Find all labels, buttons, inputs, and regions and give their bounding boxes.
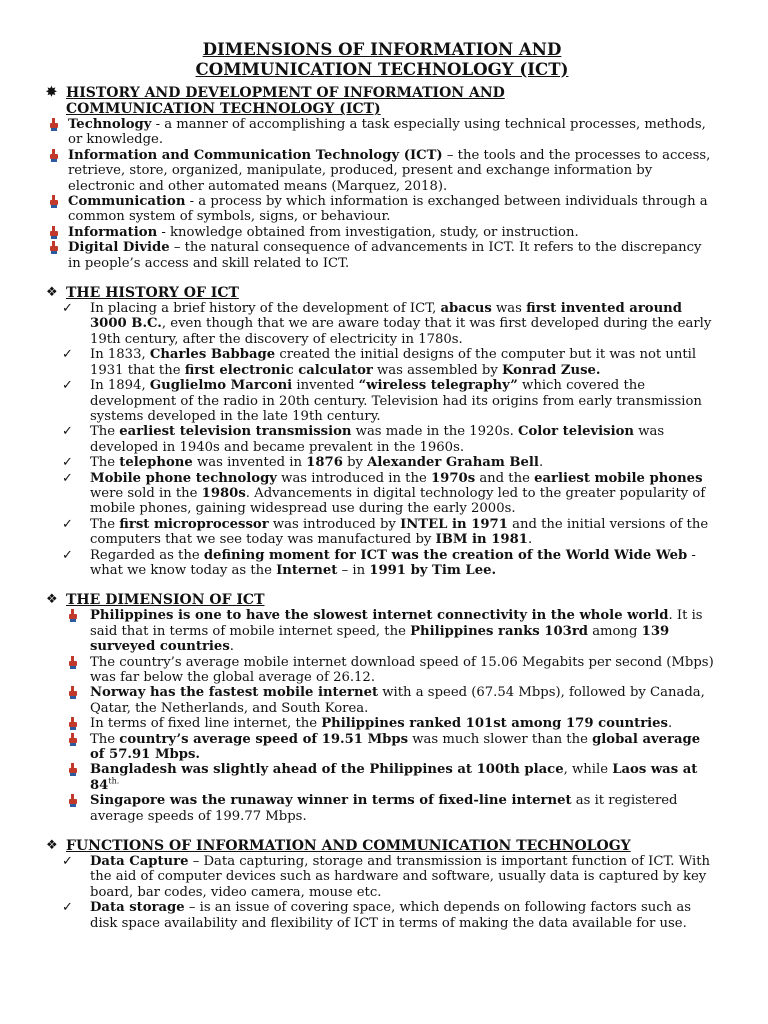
section-functions-heading <box>46 838 718 854</box>
section1-heading-line-1: HISTORY AND DEVELOPMENT OF INFORMATION AND <box>66 85 505 101</box>
diamond-bullet-icon: ❖ <box>46 592 58 608</box>
bold-text: Guglielmo Marconi <box>149 378 293 394</box>
asterisk-icon: ✸ <box>46 85 57 100</box>
list-item <box>46 685 718 716</box>
diamond-bullet-icon: ❖ <box>46 285 58 301</box>
text-run: – in <box>337 562 370 578</box>
bold-text: 1991 by Tim Lee. <box>369 562 497 578</box>
definition-term: Communication <box>68 194 186 210</box>
bold-text: Charles Babbage <box>149 347 276 363</box>
bold-text: Alexander Graham Bell <box>367 455 539 471</box>
text-run: In 1833, <box>90 347 150 363</box>
bold-text: country’s average speed of 19.51 Mbps <box>119 731 409 747</box>
text-run: – Data capturing, storage and transmission is important function of ICT. With the aid of computer devices such as hardware and software, usually data is captured by key board, bar codes, video camera, mouse etc. <box>90 854 711 900</box>
bold-text: Data storage <box>90 900 185 916</box>
list-item <box>46 471 718 517</box>
text-run: In 1894, <box>90 378 150 394</box>
list-item <box>46 655 718 686</box>
list-item <box>46 732 718 763</box>
list-item <box>46 762 718 793</box>
text-run: invented <box>292 378 359 394</box>
text-run: was introduced by <box>268 516 401 532</box>
text-run: which covered the development of the radio in 20th century. Television had its origins from early transmission systems developed in the late 19th century. <box>90 378 702 424</box>
definition-item <box>46 194 718 225</box>
text-run: – is an issue of covering space, which depends on following factors such as disk space availability and flexibility of ICT in terms of making the data available for use. <box>90 900 691 931</box>
section2-heading-text: THE HISTORY OF ICT <box>66 285 239 302</box>
history-list <box>46 301 718 578</box>
checkmark-icon: ✓ <box>62 347 73 363</box>
section1-heading-line-2: COMMUNICATION TECHNOLOGY (ICT) <box>66 101 381 117</box>
bold-text: Bangladesh was slightly ahead of the Philippines at 100th place <box>90 762 564 778</box>
pointing-hand-icon <box>47 118 61 132</box>
pointing-hand-icon <box>66 656 80 670</box>
pointing-hand-icon <box>47 241 61 255</box>
bold-text: first electronic calculator <box>184 362 373 378</box>
bold-text: telephone <box>119 455 193 471</box>
bold-text: Data Capture <box>90 854 189 870</box>
section4-heading-text: FUNCTIONS OF INFORMATION AND COMMUNICATION TECHNOLOGY <box>66 838 631 855</box>
definition-item <box>46 148 718 194</box>
list-item <box>46 608 718 654</box>
text-run: was made in the 1920s. <box>351 424 518 440</box>
bold-text: 139 surveyed countries <box>90 623 670 655</box>
checkmark-icon: ✓ <box>62 424 73 440</box>
bold-text: “wireless telegraphy” <box>358 378 518 394</box>
section-history-development-heading <box>46 85 718 117</box>
pointing-hand-icon <box>66 609 80 623</box>
definition-term: Digital Divide <box>68 240 170 256</box>
bold-text: first invented around 3000 B.C. <box>90 301 682 332</box>
bold-text: Philippines ranked 101st among 179 countries <box>321 716 668 732</box>
bold-text: defining moment for ICT was the creation of the World Wide Web <box>203 547 688 563</box>
definition-text: - knowledge obtained from investigation, study, or instruction. <box>157 224 579 240</box>
pointing-hand-icon <box>66 794 80 808</box>
list-item <box>46 900 718 931</box>
bold-text: global average of 57.91 Mbps. <box>90 731 701 763</box>
definition-item <box>46 225 718 240</box>
text-run: In placing a brief history of the development of ICT, <box>90 301 441 317</box>
pointing-hand-icon <box>47 149 61 163</box>
definition-text: – the natural consequence of advancements in ICT. It refers to the discrepancy in people’s access and skill related to ICT. <box>68 240 702 271</box>
text-run: as it registered average speeds of 199.77 Mbps. <box>90 793 678 824</box>
bold-text: 1876 <box>306 455 343 471</box>
text-run: was invented in <box>192 455 307 471</box>
text-run: created the initial designs of the computer but it was not until 1931 that the <box>90 347 697 378</box>
text-run: was developed in 1940s and became prevalent in the 1960s. <box>90 424 665 455</box>
text-run: was assembled by <box>372 362 503 378</box>
bold-text: IBM in 1981 <box>435 532 528 548</box>
pointing-hand-icon <box>47 195 61 209</box>
checkmark-icon: ✓ <box>62 900 73 916</box>
text-run: and the initial versions of the computers that we see today was manufactured by <box>90 516 709 548</box>
bold-text: Singapore was the runaway winner in terms of fixed-line internet <box>90 793 572 809</box>
text-run: and the <box>475 470 535 486</box>
list-item <box>46 301 718 347</box>
title-line-2: COMMUNICATION TECHNOLOGY (ICT) <box>195 59 569 79</box>
text-run: In terms of fixed line internet, the <box>90 716 322 732</box>
checkmark-icon: ✓ <box>62 378 73 394</box>
bold-text: first microprocessor <box>119 516 269 532</box>
checkmark-icon: ✓ <box>62 470 73 486</box>
pointing-hand-icon <box>66 686 80 700</box>
list-item <box>46 424 718 455</box>
definitions-list <box>46 117 718 271</box>
bold-text: INTEL in 1971 <box>400 516 508 532</box>
text-run: The country’s average mobile internet download speed of 15.06 Megabits per second (Mbps) was far below the global average of 26.12. <box>90 654 714 685</box>
title-line-1: DIMENSIONS OF INFORMATION AND <box>202 39 562 59</box>
checkmark-icon: ✓ <box>62 547 73 563</box>
text-run: The <box>90 731 120 747</box>
pointing-hand-icon <box>66 717 80 731</box>
definition-text: – the tools and the processes to access, retrieve, store, organized, manipulate, produced, present and exchange information by electronic and other automated means (Marquez, 2018). <box>68 147 711 194</box>
pointing-hand-icon <box>66 763 80 777</box>
bold-text: Color television <box>517 424 634 440</box>
document-title <box>46 39 718 79</box>
list-item <box>46 455 718 470</box>
definition-item <box>46 240 718 271</box>
section-history-heading <box>46 285 718 301</box>
bold-text: Laos was at 84 <box>90 762 698 793</box>
checkmark-icon: ✓ <box>62 301 73 317</box>
list-item <box>46 378 718 424</box>
list-item <box>46 716 718 731</box>
text-run: . <box>538 455 544 471</box>
bold-text: Philippines is one to have the slowest internet connectivity in the whole world <box>90 608 669 624</box>
text-run: by <box>342 455 368 471</box>
text-run: th. <box>108 776 120 786</box>
checkmark-icon: ✓ <box>62 455 73 471</box>
section-dimension-heading <box>46 592 718 608</box>
list-item <box>46 548 718 579</box>
text-run: . It is said that in terms of mobile internet speed, the <box>90 608 703 639</box>
definition-term: Technology <box>68 117 152 132</box>
text-run: were sold in the <box>90 485 202 501</box>
text-run: - what we know today as the <box>90 547 696 578</box>
text-run: The <box>90 424 120 440</box>
dimension-list <box>46 608 718 824</box>
definition-term: Information <box>68 224 158 240</box>
list-item <box>46 854 718 900</box>
list-item <box>46 793 718 824</box>
text-run: . <box>229 639 234 655</box>
bold-text: earliest television transmission <box>119 424 352 440</box>
bold-text: 1980s <box>201 485 246 501</box>
text-run: . <box>667 716 673 732</box>
definition-text: - a manner of accomplishing a task especially using technical processes, methods, or knowledge. <box>68 117 706 148</box>
functions-list <box>46 854 718 931</box>
pointing-hand-icon <box>66 733 80 747</box>
section3-heading-text: THE DIMENSION OF ICT <box>66 592 265 609</box>
text-run: was introduced in the <box>276 470 431 486</box>
text-run: . Advancements in digital technology led to the greater popularity of mobile phones, gaining widespread use during the early 2000s. <box>90 485 706 517</box>
bold-text: Internet <box>276 562 338 578</box>
text-run: The <box>90 455 120 471</box>
bold-text: Konrad Zuse. <box>502 362 601 378</box>
bold-text: abacus <box>440 301 492 317</box>
text-run: , while <box>563 762 613 778</box>
list-item <box>46 517 718 548</box>
diamond-bullet-icon: ❖ <box>46 838 58 854</box>
bold-text: 1970s <box>430 470 476 486</box>
bold-text: Mobile phone technology <box>90 470 277 486</box>
text-run: among <box>588 623 642 639</box>
bold-text: earliest mobile phones <box>534 470 703 486</box>
text-run: , even though that we are aware today that it was first developed during the early 19th century, after the discovery of electricity in 1780s. <box>90 316 712 347</box>
list-item <box>46 347 718 378</box>
definition-item <box>46 117 718 148</box>
bold-text: Norway has the fastest mobile internet <box>90 685 379 701</box>
definition-text: - a process by which information is exchanged between individuals through a common system of symbols, signs, or behaviour. <box>68 194 708 225</box>
pointing-hand-icon <box>47 226 61 240</box>
definition-term: Information and Communication Technology (ICT) <box>68 147 443 163</box>
checkmark-icon: ✓ <box>62 854 73 870</box>
text-run: was much slower than the <box>408 731 593 747</box>
text-run: . <box>527 532 533 548</box>
checkmark-icon: ✓ <box>62 516 73 532</box>
text-run: Regarded as the <box>90 547 204 563</box>
text-run: with a speed (67.54 Mbps), followed by Canada, Qatar, the Netherlands, and South Korea. <box>90 685 705 716</box>
text-run: was <box>491 301 527 317</box>
bold-text: Philippines ranks 103rd <box>410 623 588 639</box>
text-run: The <box>90 516 120 532</box>
